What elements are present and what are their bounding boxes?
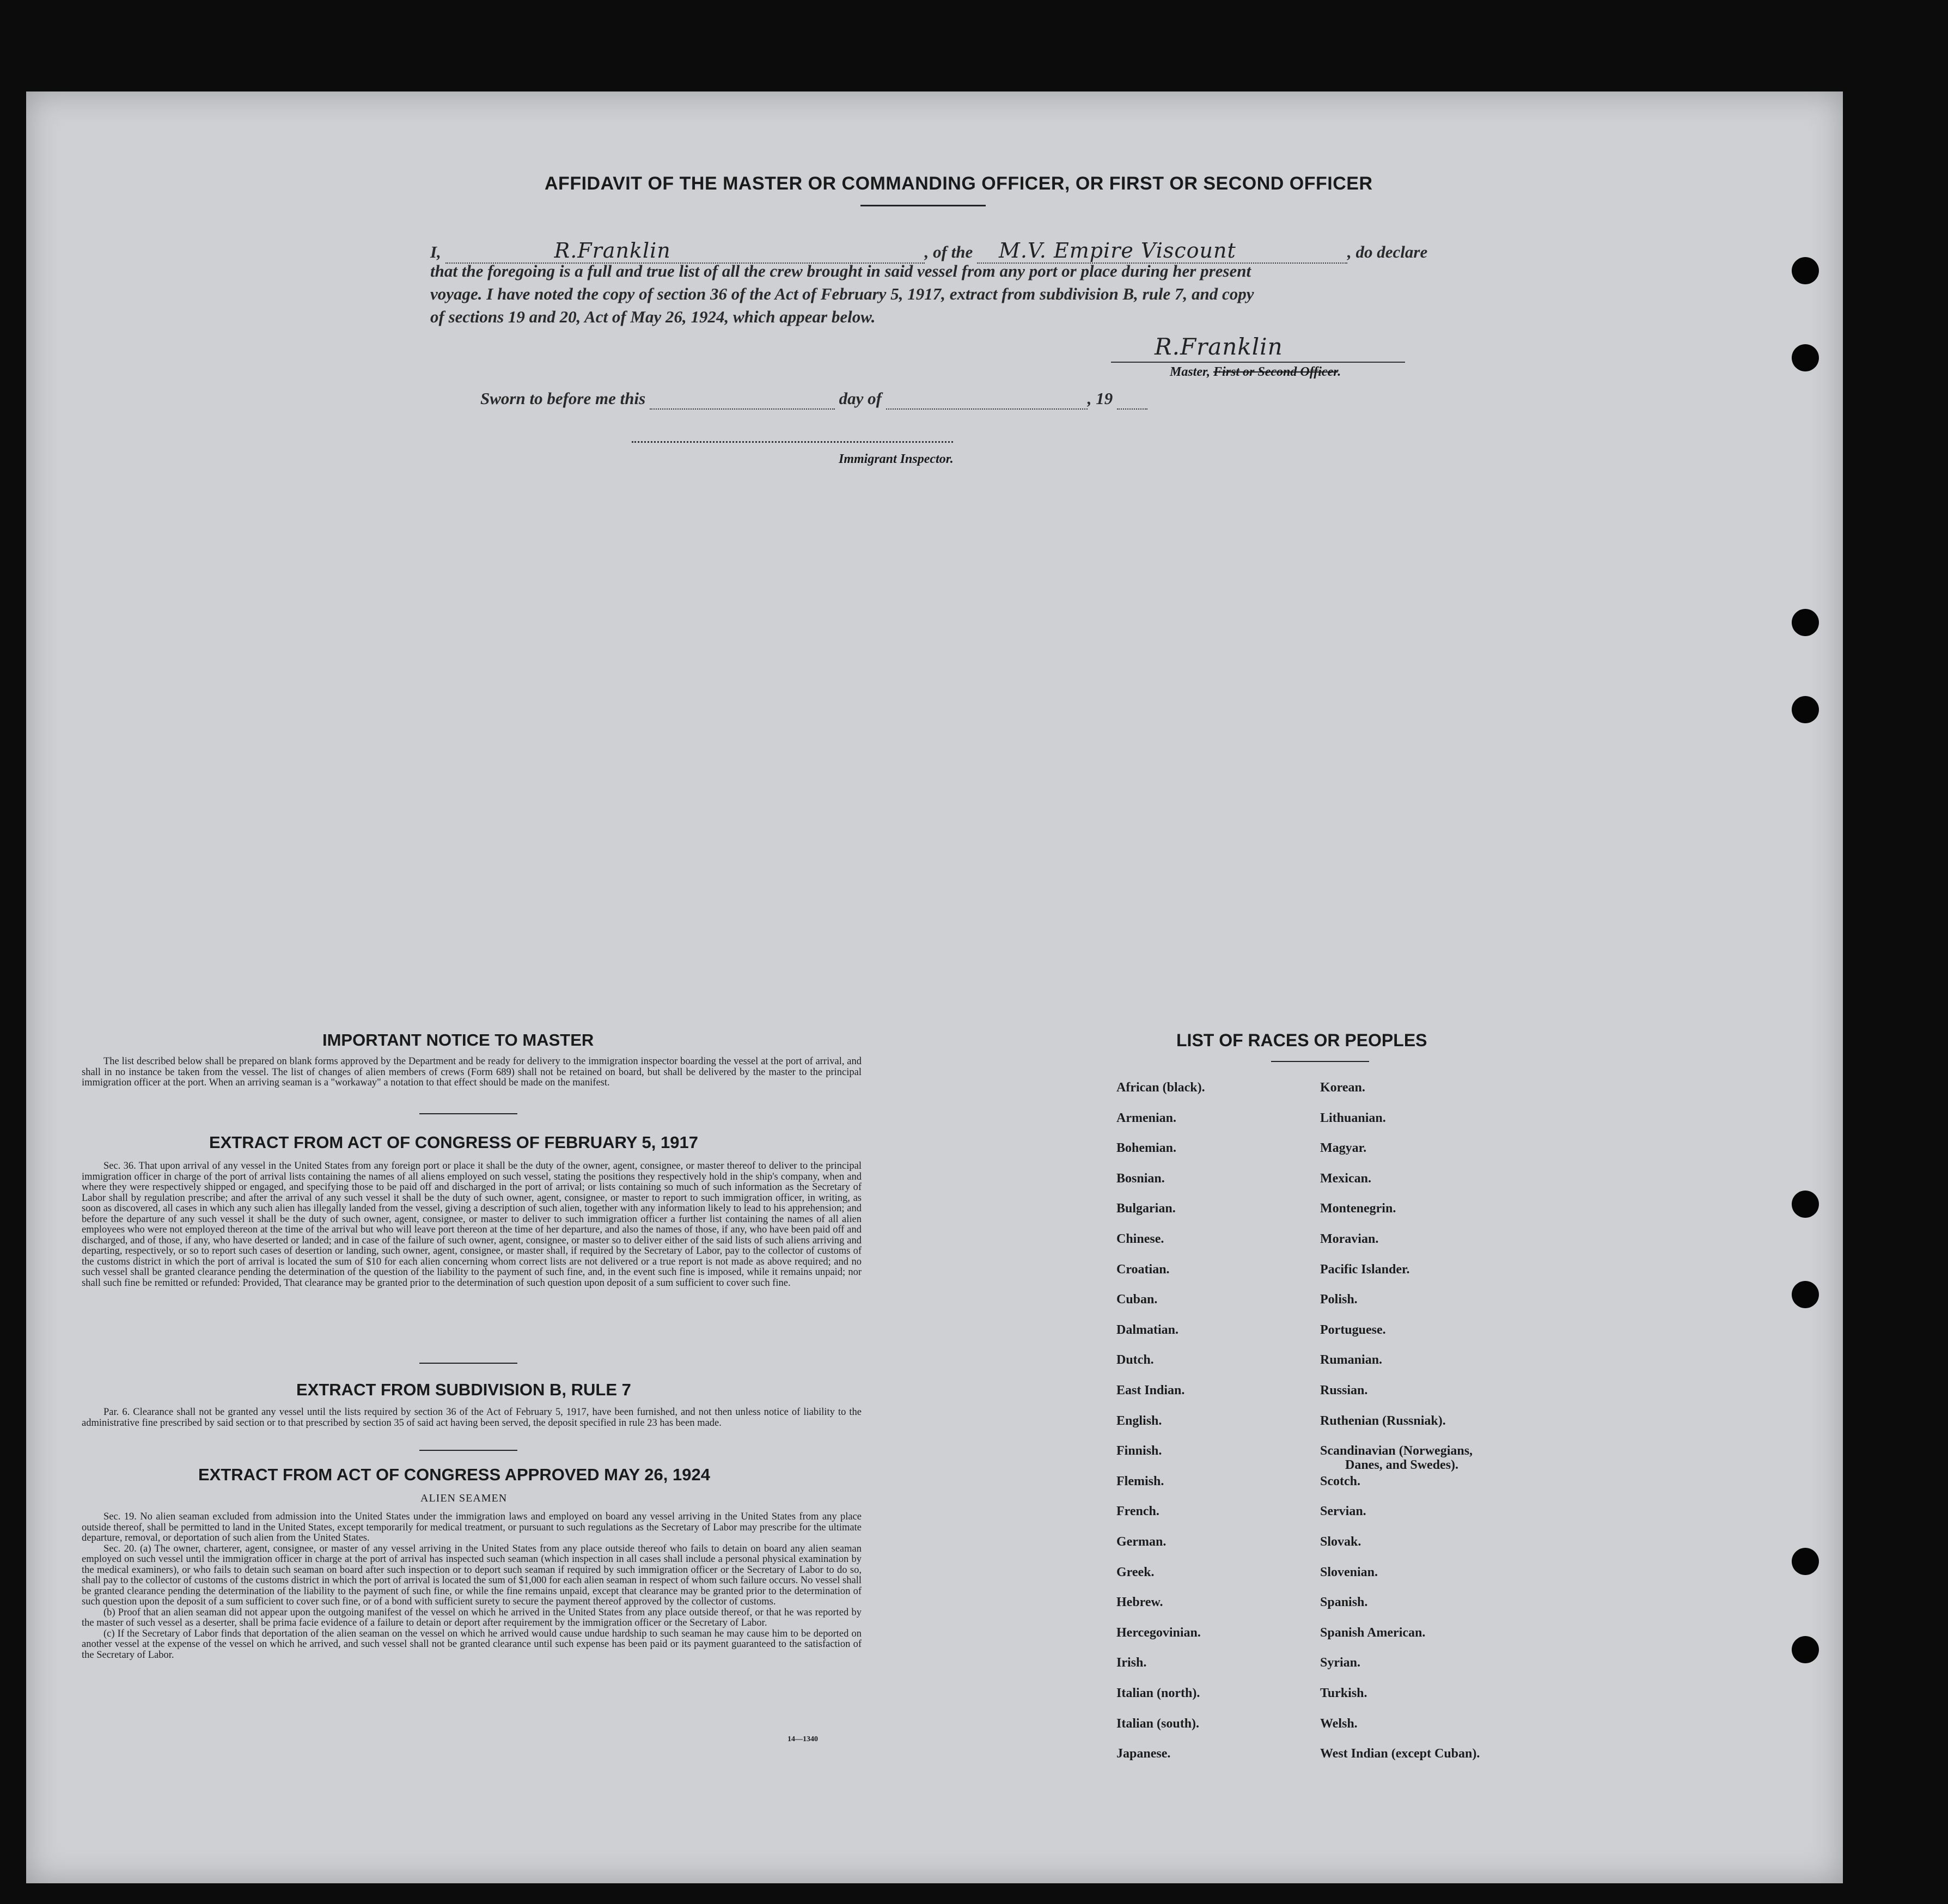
race-right-item: Spanish American. — [1320, 1626, 1426, 1640]
race-right-item: Ruthenian (Russniak). — [1320, 1414, 1446, 1428]
races-title: LIST OF RACES OR PEOPLES — [1176, 1030, 1427, 1050]
sworn-day-of: day of — [839, 389, 882, 408]
race-right-item: Slovenian. — [1320, 1565, 1378, 1579]
sworn-year-field — [1117, 389, 1147, 410]
race-left-item: Italian (south). — [1116, 1717, 1200, 1731]
race-left-item: Bohemian. — [1116, 1141, 1177, 1155]
race-right-item: Syrian. — [1320, 1656, 1361, 1670]
punch-hole — [1792, 257, 1819, 284]
vessel-name: M.V. Empire Viscount — [999, 239, 1236, 263]
section-20a-paragraph: Sec. 20. (a) The owner, charterer, agent, consignee, or master of any vessel arriving in the United States from any place outside thereof who fails to detain on board any alien seaman employed on such vessel until the immigration officer in charge at the port of arrival has inspected such seaman (which inspection in all cases shall include a personal physical examination by the medical examiners), or who fails to detain such seaman on board after such inspection or to deport such seaman if required by such immigration officer or the Secretary of Labor to do so, shall pay to the collector of customs of the customs district in which the port of arrival is located the sum of $1,000 for each alien seaman in respect of whom such failure occurs. No vessel shall be granted clearance pending the determination of the liability to the payment of such fine, or while the fine remains unpaid, except that clearance may be granted prior to the determination of such question upon the deposit of a sum sufficient to cover such fine, or of a bond with sufficient surety to secure the payment thereof approved by the collector of customs. — [82, 1543, 862, 1607]
affidavit-line-2: that the foregoing is a full and true list of all the crew brought in said vessel from any port or place during her present — [430, 261, 1251, 280]
race-left-item: Dalmatian. — [1116, 1323, 1178, 1337]
affidavit-line-4: of sections 19 and 20, Act of May 26, 1924, which appear below. — [430, 307, 876, 326]
punch-hole — [1792, 344, 1819, 371]
race-right-item: Turkish. — [1320, 1686, 1367, 1700]
race-left-item: Chinese. — [1116, 1232, 1164, 1246]
race-left-item: Finnish. — [1116, 1444, 1162, 1458]
race-right-item: Moravian. — [1320, 1232, 1379, 1246]
race-right-item: Welsh. — [1320, 1717, 1358, 1731]
punch-hole — [1792, 609, 1819, 636]
race-left-item: Bulgarian. — [1116, 1201, 1176, 1216]
extract-1924-body — [82, 1512, 862, 1661]
caption-period: . — [1338, 365, 1341, 379]
race-left-item: Cuban. — [1116, 1292, 1158, 1307]
race-right-item: Mexican. — [1320, 1171, 1371, 1186]
race-left-item: French. — [1116, 1504, 1159, 1518]
sworn-day-field — [650, 389, 835, 410]
declarant-prefix: I, — [430, 242, 441, 261]
signature-line — [1111, 362, 1405, 363]
declare-suffix: , do declare — [1347, 242, 1428, 261]
affidavit-title: AFFIDAVIT OF THE MASTER OR COMMANDING OFFICER, OR FIRST OR SECOND OFFICER — [545, 173, 1373, 194]
race-left-item: English. — [1116, 1414, 1162, 1428]
race-right-item: Korean. — [1320, 1081, 1365, 1095]
race-right-item: Scandinavian (Norwegians, — [1320, 1444, 1473, 1458]
section-20c-paragraph: (c) If the Secretary of Labor finds that deportation of the alien seaman on the vessel on which he arrived would cause undue hardship to such seaman he may cause him to be deported on another vessel at the expense of the vessel on which he arrived, and such vessel shall not be granted clearance until such expense has been paid or its payment guaranteed to the satisfaction of the Secretary of Labor. — [82, 1628, 862, 1661]
race-left-item: African (black). — [1116, 1081, 1205, 1095]
sworn-month-field — [886, 389, 1088, 410]
punch-hole — [1792, 1636, 1819, 1663]
extract-1917-paragraph: Sec. 36. That upon arrival of any vessel in the United States from any foreign port or place it shall be the duty of the owner, agent, consignee, or master thereof to deliver to the principal immigration officer in charge of the port of arrival lists containing the names of all aliens employed on such vessel, stating the positions they respectively hold in the ship's company, when and where they were respectively shipped or engaged, and specifying those to be paid off and discharged in the port of arrival; or lists containing so much of such information as the Secretary of Labor shall by regulation prescribe; and after the arrival of any such vessel it shall be the duty of such owner, agent, consignee, or master to report to such immigration officer, in writing, as soon as discovered, all cases in which any such alien has illegally landed from the vessel, giving a description of such alien, together with any information likely to lead to his apprehension; and before the departure of any such vessel it shall be the duty of such owner, agent, consignee, or master to deliver to such immigration officer a further list containing the names of all alien employees who were not employed thereon at the time of the arrival but who will leave port thereon at the time of her departure, and also the names of those, if any, who have been paid off and discharged, and of those, if any, who have deserted or landed; and in case of the failure of such owner, agent, consignee, or master so to deliver either of the said lists of such aliens arriving and departing, respectively, or so to report such cases of desertion or landing, such owner, agent, consignee, or master shall, if required by the Secretary of Labor, pay to the collector of customs of the customs district in which the port of arrival is located the sum of $10 for each alien concerning whom correct lists are not delivered or a true report is not made as above required; and no such vessel shall be granted clearance pending the determination of the question of the liability to the payment of such fine, and, in the event such fine is imposed, while it remains unpaid; nor shall such fine be remitted or refunded: Provided, That clearance may be granted prior to the determination of such question upon deposit of a sum sufficient to cover such fine. — [82, 1161, 862, 1289]
race-left-item: German. — [1116, 1535, 1167, 1549]
extract-rule7-title: EXTRACT FROM SUBDIVISION B, RULE 7 — [296, 1380, 631, 1399]
race-right-item: Rumanian. — [1320, 1353, 1383, 1367]
race-right-item: Magyar. — [1320, 1141, 1367, 1155]
race-left-item: Italian (north). — [1116, 1686, 1200, 1700]
race-right-item: Montenegrin. — [1320, 1201, 1396, 1216]
race-right-item: Lithuanian. — [1320, 1111, 1386, 1125]
vessel-prefix: , of the — [924, 242, 973, 261]
extract-rule7-paragraph: Par. 6. Clearance shall not be granted any vessel until the lists required by section 36 of the Act of February 5, 1917, have been furnished, and not then unless notice of liability to the administrative fine prescribed by said section or to that prescribed by section 35 of said act having been served, the deposit specified in rule 23 has been made. — [82, 1407, 862, 1429]
section-rule — [419, 1113, 517, 1114]
race-right-item: Spanish. — [1320, 1595, 1368, 1609]
section-19-paragraph: Sec. 19. No alien seaman excluded from admission into the United States under the immigration laws and employed on board any vessel arriving in the United States from any place outside thereof, shall be permitted to land in the United States, except temporarily for medical treatment, or pursuant to such regulations as the Secretary of Labor may prescribe for the ultimate departure, removal, or deportation of such alien from the United States. — [82, 1511, 862, 1543]
extract-1924-subtitle: ALIEN SEAMEN — [420, 1492, 508, 1504]
race-left-item: Hercegovinian. — [1116, 1626, 1201, 1640]
race-left-item: East Indian. — [1116, 1383, 1185, 1398]
section-rule — [419, 1450, 517, 1451]
race-right-item: Scotch. — [1320, 1474, 1360, 1488]
master-signature: R.Franklin — [1155, 333, 1283, 360]
race-left-item: Armenian. — [1116, 1111, 1176, 1125]
race-left-item: Croatian. — [1116, 1262, 1170, 1277]
sworn-year-prefix: , 19 — [1087, 389, 1113, 408]
master-name-field — [445, 239, 925, 264]
caption-struck-officer: First or Second Officer — [1213, 365, 1338, 379]
punch-hole — [1792, 1548, 1819, 1575]
affidavit-line-3: voyage. I have noted the copy of section 36 of the Act of February 5, 1917, extract from subdivision B, rule 7, and copy — [430, 284, 1254, 303]
affidavit-line-1 — [430, 239, 1427, 264]
race-right-item: Pacific Islander. — [1320, 1262, 1410, 1277]
title-rule — [860, 205, 986, 206]
section-rule — [419, 1363, 517, 1364]
extract-rule7-body — [82, 1407, 862, 1429]
notice-title: IMPORTANT NOTICE TO MASTER — [322, 1030, 594, 1049]
race-left-item: Flemish. — [1116, 1474, 1164, 1488]
caption-master: Master, — [1170, 365, 1211, 379]
race-right-continuation: Danes, and Swedes). — [1345, 1458, 1459, 1472]
inspector-signature-line — [632, 441, 953, 443]
notice-paragraph: The list described below shall be prepared on blank forms approved by the Department and be ready for delivery to the immigration inspector boarding the vessel at the port of arrival, and shall in no instance be taken from the vessel. The list of changes of alien members of crews (Form 689) shall not be retained on board, but shall be delivered by the master to the principal immigration officer at the port. When an arriving seaman is a "workaway" a notation to that effect should be made on the manifest. — [82, 1056, 862, 1088]
race-right-item: Russian. — [1320, 1383, 1368, 1398]
extract-1917-title: EXTRACT FROM ACT OF CONGRESS OF FEBRUARY 5, 1917 — [209, 1133, 698, 1152]
extract-1924-title: EXTRACT FROM ACT OF CONGRESS APPROVED MAY 26, 1924 — [198, 1465, 710, 1484]
race-left-item: Bosnian. — [1116, 1171, 1165, 1186]
inspector-caption: Immigrant Inspector. — [839, 452, 954, 466]
punch-hole — [1792, 1281, 1819, 1308]
race-right-item: Portuguese. — [1320, 1323, 1386, 1337]
punch-hole — [1792, 696, 1819, 723]
form-number: 14—1340 — [787, 1735, 818, 1743]
race-right-item: Servian. — [1320, 1504, 1366, 1518]
race-left-item: Hebrew. — [1116, 1595, 1163, 1609]
master-name: R.Franklin — [554, 239, 671, 263]
race-left-item: Irish. — [1116, 1656, 1147, 1670]
race-left-item: Dutch. — [1116, 1353, 1154, 1367]
punch-hole — [1792, 1191, 1819, 1218]
race-right-item: West Indian (except Cuban). — [1320, 1747, 1480, 1761]
signature-caption — [1170, 365, 1341, 380]
races-title-rule — [1271, 1061, 1369, 1062]
extract-1917-body — [82, 1161, 862, 1289]
race-right-item: Slovak. — [1320, 1535, 1361, 1549]
sworn-prefix: Sworn to before me this — [480, 389, 646, 408]
race-left-item: Greek. — [1116, 1565, 1155, 1579]
sworn-line — [480, 389, 1147, 410]
section-20b-paragraph: (b) Proof that an alien seaman did not appear upon the outgoing manifest of the vessel on which he arrived in the United States from any place outside thereof, or that he was reported by the master of such vessel as a deserter, shall be prima facie evidence of a failure to detain or deport after requirement by the immigration officer or the Secretary of Labor. — [82, 1607, 862, 1628]
race-right-item: Polish. — [1320, 1292, 1358, 1307]
race-left-item: Japanese. — [1116, 1747, 1171, 1761]
notice-body — [82, 1057, 862, 1089]
vessel-name-field — [977, 239, 1347, 264]
